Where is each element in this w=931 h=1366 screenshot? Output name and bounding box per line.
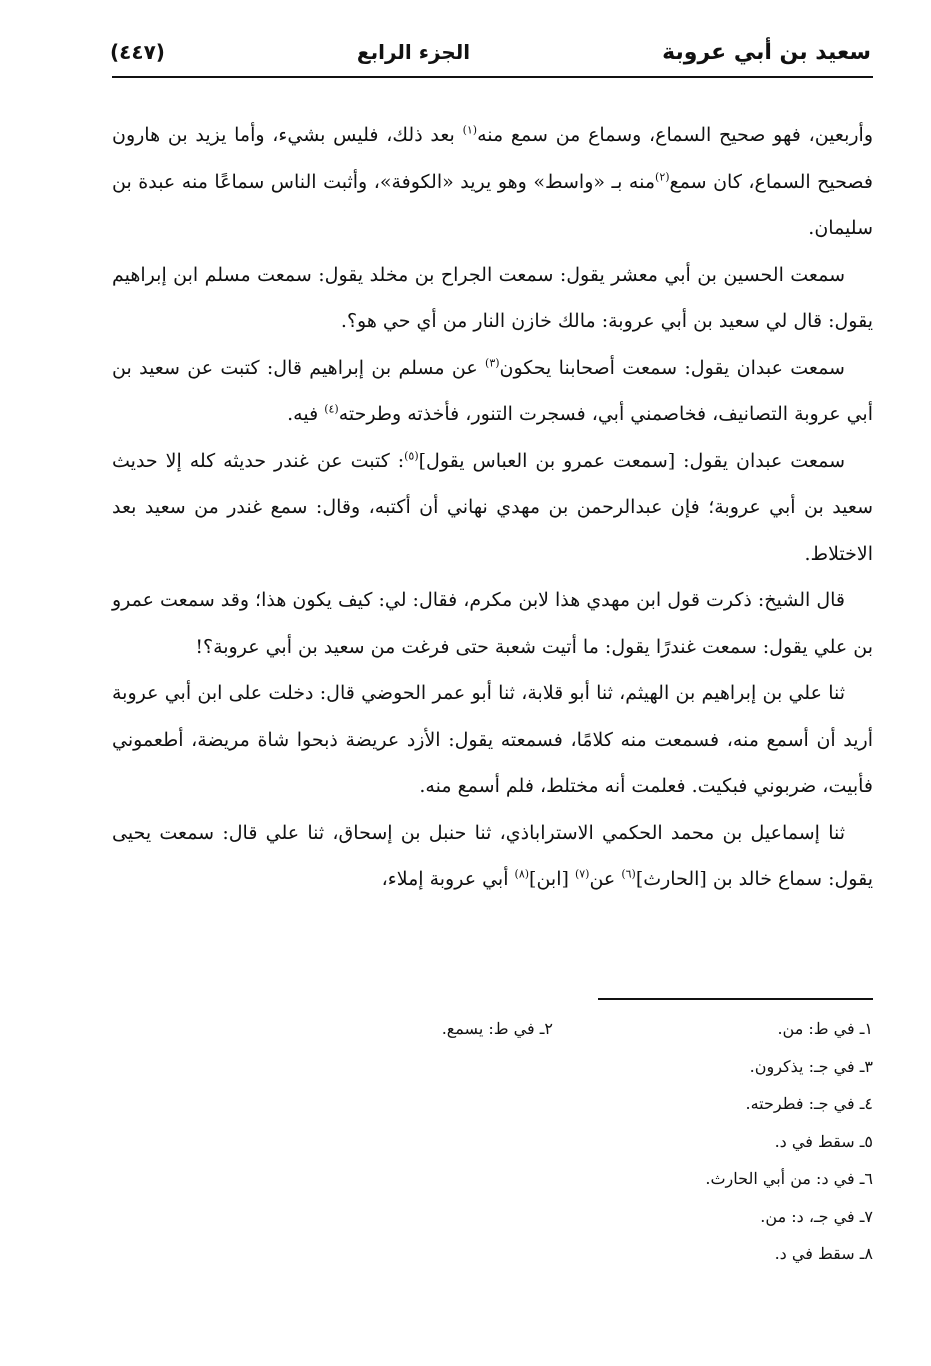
footnote: ١ـ في ط: من. [777, 1019, 873, 1038]
footnote: ٣ـ في جـ: يذكرون. [749, 1056, 873, 1076]
paragraph-text: بعد ذلك، فليس بشيء، وأما يزيد بن هارون فصحيح السماع، كان سمع [112, 124, 873, 193]
running-header [110, 32, 871, 72]
paragraph-text: : كتبت عن غندر حديثه كله إلا حديث سعيد بن أبي عروبة؛ فإن عبدالرحمن بن مهدي نهاني أن أكتبه، وقال: سمع غندر من سعيد بعد الاختلاط. [112, 449, 873, 565]
footnote-row [112, 1160, 873, 1198]
paragraph [112, 670, 873, 810]
footnote-rule [598, 998, 873, 1000]
footnote: ٧ـ في جـ، د: من. [760, 1206, 873, 1226]
paragraph-text: [ابن] [529, 868, 575, 890]
paragraph-text: قال الشيخ: ذكرت قول ابن مهدي هذا لابن مكرم، فقال: لي: كيف يكون هذا؛ وقد سمعت عمرو بن علي يقول: سمعت غندرًا يقول: ما أتيت شعبة حتى فرغت من سعيد بن أبي عروبة؟! [112, 589, 873, 658]
footnote: ٥ـ سقط في د. [774, 1131, 873, 1151]
paragraph [112, 438, 873, 578]
paragraph [112, 810, 873, 903]
footnote-marker: (٣) [485, 356, 500, 370]
paragraph [112, 112, 873, 252]
paragraph-text: وأربعين، فهو صحيح السماع، وسماع من سمع منه [477, 124, 873, 146]
main-text [112, 112, 873, 903]
footnote-marker: (٤) [324, 402, 339, 416]
paragraph-text: ثنا إسماعيل بن محمد الحكمي الاستراباذي، ثنا حنبل بن إسحاق، ثنا علي قال: سمعت يحيى يقول: سماع خالد بن [الحارث] [112, 821, 873, 890]
paragraph-text: عن [589, 868, 622, 890]
footnote: ٤ـ في جـ: فطرحته. [745, 1094, 873, 1113]
paragraph [112, 252, 873, 345]
footnote-marker: (٨) [514, 867, 530, 881]
paragraph [112, 577, 873, 670]
footnote-marker: (٥) [404, 449, 419, 463]
footnote-row [112, 1198, 873, 1236]
footnote: ٦ـ في د: من أبي الحارث. [705, 1169, 873, 1188]
footnote-row [112, 1085, 873, 1123]
footnote: ٨ـ سقط في د. [774, 1244, 873, 1263]
footnote: ٢ـ في ط: يسمع. [441, 1019, 553, 1038]
paragraph-text: فيه. [287, 403, 325, 425]
header-volume: الجزء الرابع [356, 40, 471, 64]
header-rule [112, 76, 873, 78]
header-chapter-title: سعيد بن أبي عروبة [662, 39, 871, 65]
paragraph-text: ثنا علي بن إبراهيم بن الهيثم، ثنا أبو قلابة، ثنا أبو عمر الحوضي قال: دخلت على ابن أبي عروبة أريد أن أسمع منه، فسمعت منه كلامًا، فسمعته يقول: الأزد عريضة ذبحوا شاة مريضة، أطعموني فأبيت، ضربوني فبكيت. فعلمت أنه مختلط، فلم أسمع منه. [112, 682, 873, 797]
paragraph-text: منه بـ «واسط» وهو يريد «الكوفة»، وأثبت الناس سماعًا منه عبدة بن سليمان. [112, 170, 873, 239]
footnote-row [112, 1010, 873, 1048]
paragraph [112, 345, 873, 438]
footnote-marker: (٦) [621, 867, 636, 881]
footnote-marker: (١) [462, 123, 478, 137]
footnote-row [112, 1048, 873, 1086]
paragraph-text: عن مسلم بن إبراهيم قال: كتبت عن سعيد بن أبي عروبة التصانيف، فخاصمني أبي، فسجرت التنور، فأخذته وطرحته [112, 356, 873, 425]
footnote-marker: (٧) [574, 867, 590, 881]
footnotes [112, 1010, 873, 1273]
footnote-row [112, 1123, 873, 1161]
footnote-row [112, 1235, 873, 1273]
paragraph-text: سمعت عبدان يقول: سمعت أصحابنا يحكون [499, 356, 845, 379]
paragraph-text: سمعت الحسين بن أبي معشر يقول: سمعت الجراح بن مخلد يقول: سمعت مسلم ابن إبراهيم يقول: قال لي سعيد بن أبي عروبة: مالك خازن النار من أي حي هو؟. [112, 263, 873, 332]
paragraph-text: سمعت عبدان يقول: [سمعت عمرو بن العباس يقول] [418, 449, 845, 472]
paragraph-text: أبي عروبة إملاء، [381, 868, 515, 890]
header-page-number: (٤٤٧) [110, 40, 165, 64]
footnote-marker: (٢) [655, 170, 670, 184]
